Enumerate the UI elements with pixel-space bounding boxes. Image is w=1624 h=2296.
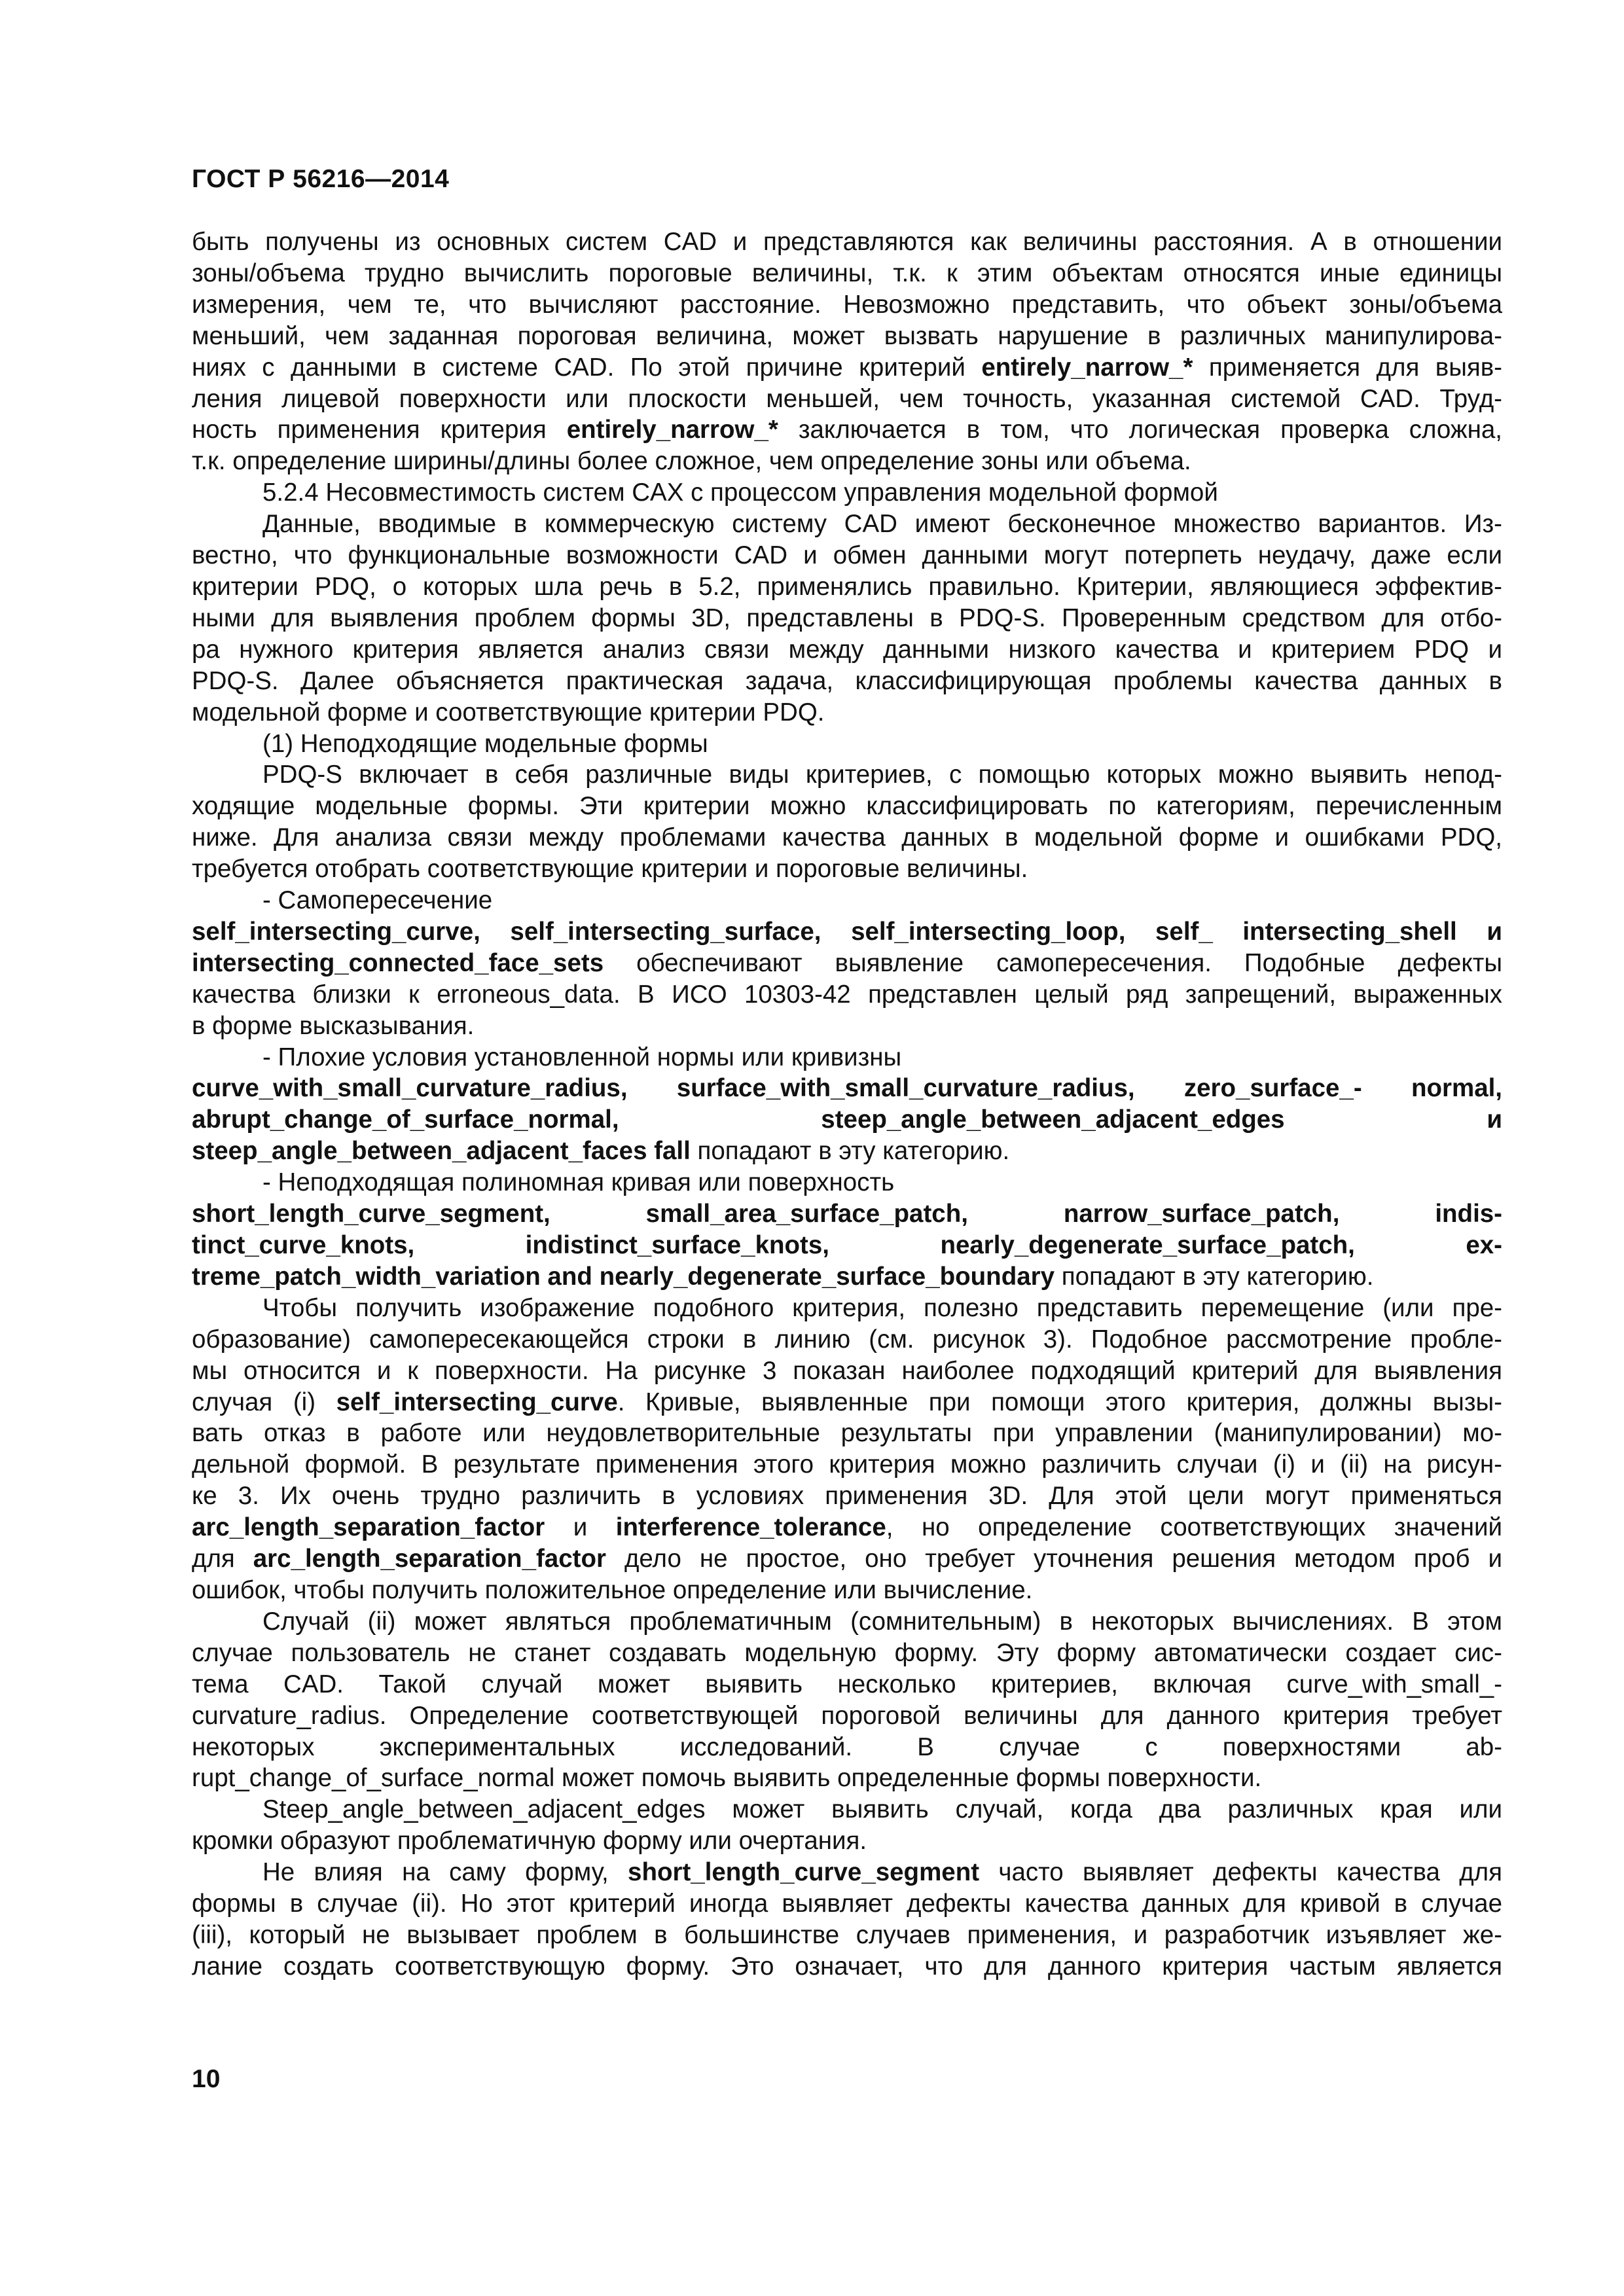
page-number: 10: [192, 2065, 221, 2093]
list-item-self-intersection: - Самопересечение: [262, 886, 493, 915]
paragraph-7: self_intersecting_curve, self_intersecting_surface, self_intersecting_loop, self_ intersecting_shell и intersecting_connected_face_sets обеспечивают выявление самопересечения. Подобные дефекты качества близки к erroneous_data. В ИСО 10303-42 представлен целый ряд запрещений, выраженных в форме высказывания.: [192, 917, 1502, 1040]
subheading-unsuitable-forms: (1) Неподходящие модельные формы: [262, 729, 708, 758]
paragraph-13: Случай (ii) может являться проблематичным (сомнительным) в некоторых вычислениях. В этом случае пользователь не станет создавать модельную форму. Эту форму автоматически создает сис- тема CAD. Такой случай может выявить несколько критериев, включая curve_with_small_- curvature_radius. Определение соответствующей пороговой величины для данного критерия требует некоторых экспериментальных исследований. В случае с поверхностями ab- rupt_change_of_surface_normal может помочь выявить определенные формы поверхности.: [192, 1607, 1502, 1793]
paragraph-15: Не влияя на саму форму, short_length_curve_segment часто выявляет дефекты качества для формы в случае (ii). Но этот критерий иногда выявляет дефекты качества данных для кривой в случае (iii), который не вызывает проблем в большинстве случаев применения, и разработчик изъявляет же- лание создать соответствующую форму. Это означает, что для данного критерия частым является: [192, 1858, 1502, 1981]
paragraph-9: curve_with_small_curvature_radius, surface_with_small_curvature_radius, zero_surface_- normal, abrupt_change_of_surface_normal, steep_angle_between_adjacent_edges и steep_angle_between_adjacent_faces fall попадают в эту категорию.: [192, 1074, 1502, 1166]
paragraph-14: Steep_angle_between_adjacent_edges может выявить случай, когда два различных края или кромки образуют проблематичную форму или очертания.: [192, 1795, 1502, 1856]
paragraph-11: short_length_curve_segment, small_area_surface_patch, narrow_surface_patch, indis- tinct_curve_knots, indistinct_surface_knots, nearly_degenerate_surface_patch, ex- treme_patch_width_variation and nearly_degenerate_surface_boundary попадают в эту категорию.: [192, 1200, 1502, 1291]
paragraph-12: Чтобы получить изображение подобного критерия, полезно представить перемещение (или пре- образование) самопересекающейся строки в линию (см. рисунок 3). Подобное рассмотрение пробле- мы относится и к поверхности. На рисунке 3 показан наиболее подходящий критерий для выявления случая (i) self_intersecting_curve. Кривые, выявленные при помощи этого критерия, должны вызы- вать отказ в работе или неудовлетворительные результаты при управлении (манипулировании) мо- дельной формой. В результате применения этого критерия можно различить случаи (i) и (ii) на рисун- ке 3. Их очень трудно различить в условиях применения 3D. Для этой цели могут применяться arc_length_separation_factor и interference_tolerance, но определение соответствующих значений для arc_length_separation_factor дело не простое, оно требует уточнения решения методом проб и ошибок, чтобы получить положительное определение или вычисление.: [192, 1293, 1502, 1604]
body-text: [192, 226, 1502, 1982]
paragraph-5: PDQ-S включает в себя различные виды критериев, с помощью которых можно выявить непод- ходящие модельные формы. Эти критерии можно классифицировать по категориям, перечисленным ниже. Для анализа связи между проблемами качества данных в модельной форме и ошибками PDQ, требуется отобрать соответствующие критерии и пороговые величины.: [192, 761, 1502, 884]
list-item-bad-normal-curvature: - Плохие условия установленной нормы или кривизны: [262, 1043, 902, 1071]
section-heading-5-2-4: 5.2.4 Несовместимость систем CAX с процессом управления модельной формой: [262, 478, 1218, 507]
document-header: ГОСТ Р 56216—2014: [192, 165, 450, 193]
paragraph-1: быть получены из основных систем CAD и представляются как величины расстояния. А в отношении зоны/объема трудно вычислить пороговые величины, т.к. к этим объектам относятся иные единицы измерения, чем те, что вычисляют расстояние. Невозможно представить, что объект зоны/объема меньший, чем заданная пороговая величина, может вызвать нарушение в различных манипулирова- ниях с данными в системе CAD. По этой причине критерий entirely_narrow_* применяется для выяв- ления лицевой поверхности или плоскости меньшей, чем точность, указанная системой CAD. Труд- ность применения критерия entirely_narrow_* заключается в том, что логическая проверка сложна, т.к. определение ширины/длины более сложное, чем определение зоны или объема.: [192, 228, 1502, 476]
paragraph-3: Данные, вводимые в коммерческую систему CAD имеют бесконечное множество вариантов. Из- вестно, что функциональные возможности CAD и обмен данными могут потерпеть неудачу, даже если критерии PDQ, о которых шла речь в 5.2, применялись правильно. Критерии, являющиеся эффектив- ными для выявления проблем формы 3D, представлены в PDQ-S. Проверенным средством для отбо- ра нужного критерия является анализ связи между данными низкого качества и критерием PDQ и PDQ-S. Далее объясняется практическая задача, классифицирующая проблемы качества данных в модельной форме и соответствующие критерии PDQ.: [192, 510, 1502, 726]
list-item-unsuitable-polynomial: - Неподходящая полиномная кривая или поверхность: [262, 1168, 895, 1197]
